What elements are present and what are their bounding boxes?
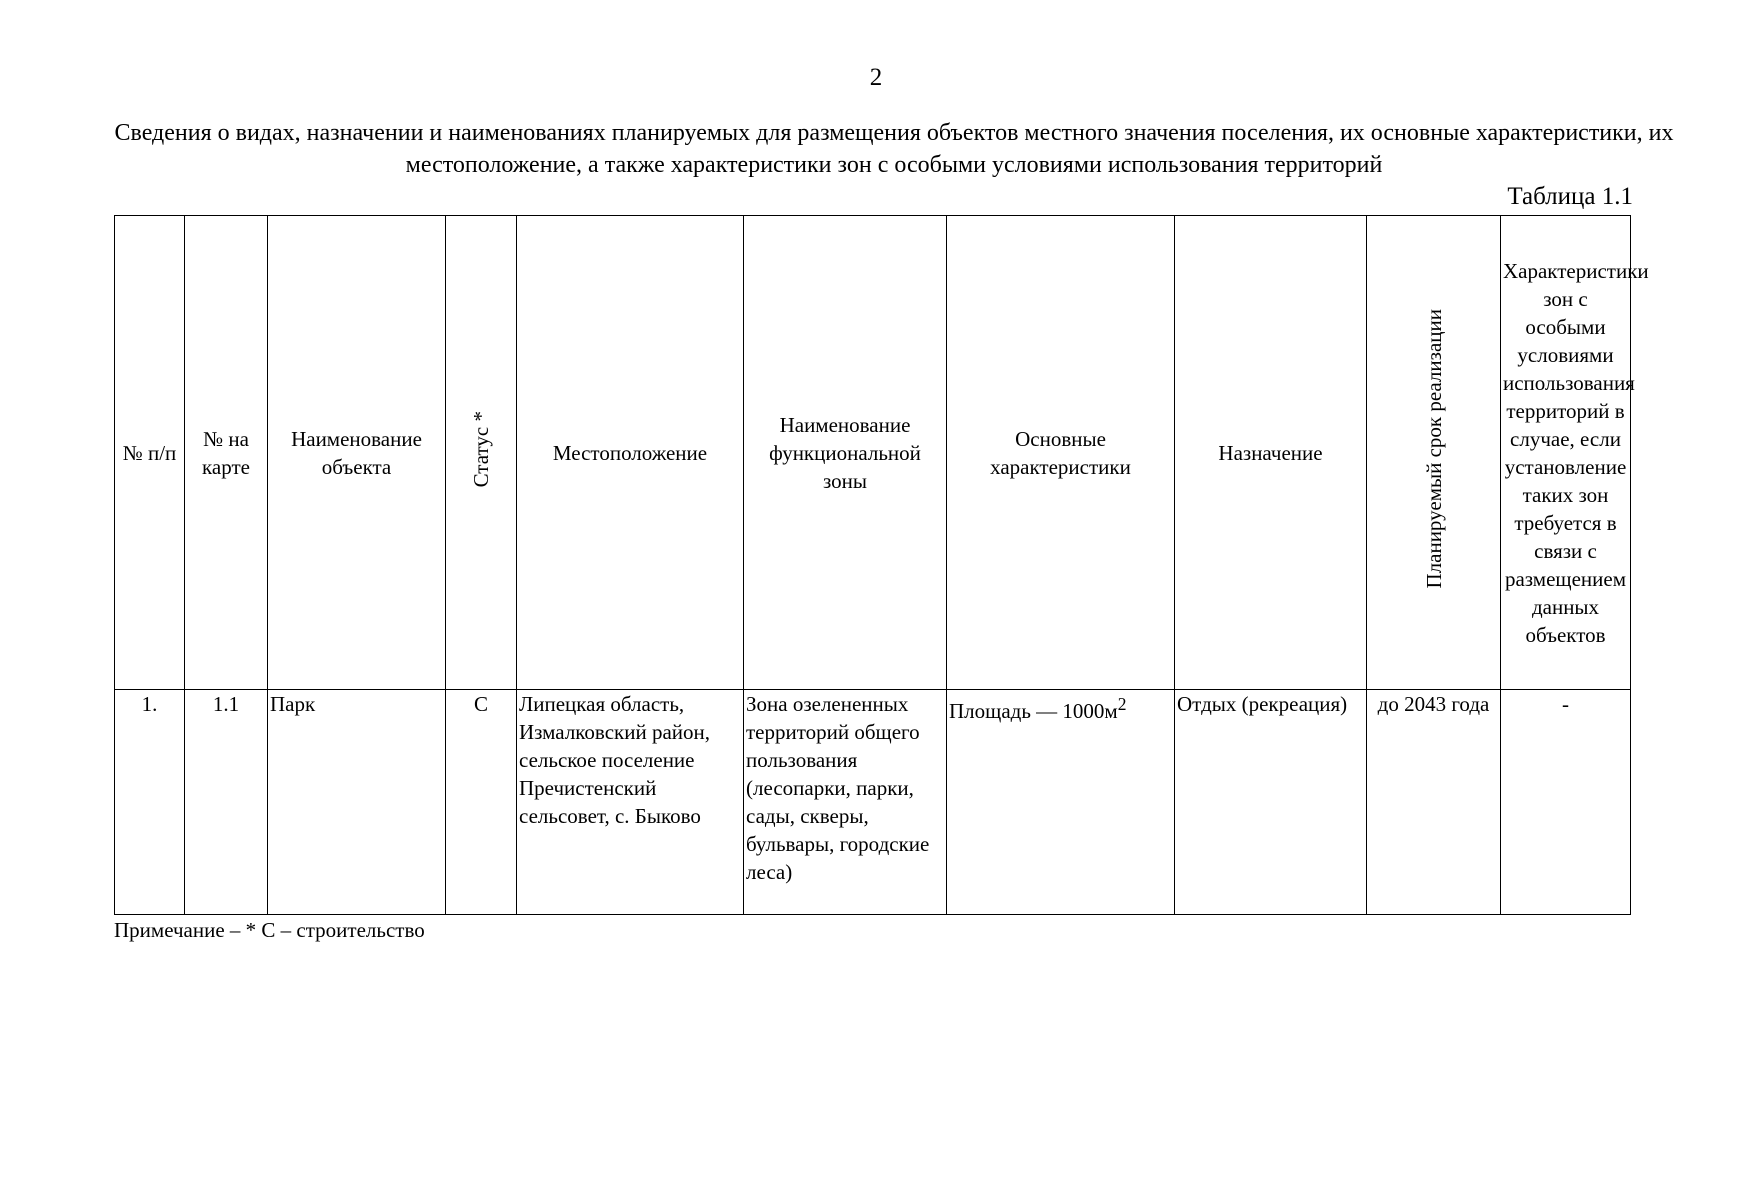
cell-purpose: Отдых (рекреация) xyxy=(1175,690,1367,915)
cell-zone-name: Зона озелененных территорий общего пользования (лесопарки, парки, сады, скверы, бульвары, городские леса) xyxy=(744,690,947,915)
page-number: 2 xyxy=(869,64,883,91)
header-row-number: № п/п xyxy=(115,216,185,690)
cell-zone-characteristics: - xyxy=(1501,690,1631,915)
header-zone-name: Наименование функциональной зоны xyxy=(744,216,947,690)
table-caption: Таблица 1.1 xyxy=(1507,183,1633,210)
header-term-label: Планируемый срок реализации xyxy=(1421,309,1446,589)
cell-object-name: Парк xyxy=(268,690,446,915)
header-status-label: Статус * xyxy=(469,410,493,488)
characteristics-label: Площадь — xyxy=(949,699,1063,723)
characteristics-value: 1000м xyxy=(1062,699,1118,723)
cell-row-number: 1. xyxy=(115,690,185,915)
table-header-row xyxy=(115,216,1631,690)
header-characteristics: Основные характеристики xyxy=(947,216,1175,690)
objects-table xyxy=(114,215,1649,915)
cell-characteristics xyxy=(947,690,1175,915)
header-location: Местоположение xyxy=(517,216,744,690)
document-title: Сведения о видах, назначении и наименованиях планируемых для размещения объектов местного значения поселения, их основные характеристики, их местоположение, а также характеристики зон с особыми условиями использования территорий xyxy=(114,120,1674,178)
header-object-name: Наименование объекта xyxy=(268,216,446,690)
table-footnote: Примечание – * С – строительство xyxy=(114,918,425,942)
characteristics-unit-power: 2 xyxy=(1117,694,1127,714)
table-row xyxy=(115,690,1631,915)
header-status xyxy=(446,216,517,690)
cell-status: С xyxy=(446,690,517,915)
header-zone-characteristics: Характеристики зон с особыми условиями использования территорий в случае, если установление таких зон требуется в связи с размещением данных объектов xyxy=(1501,216,1631,690)
cell-map-number: 1.1 xyxy=(185,690,268,915)
cell-term: до 2043 года xyxy=(1367,690,1501,915)
header-purpose: Назначение xyxy=(1175,216,1367,690)
header-map-number: № на карте xyxy=(185,216,268,690)
cell-location: Липецкая область, Измалковский район, сельское поселение Пречистенский сельсовет, с. Быково xyxy=(517,690,744,915)
header-term xyxy=(1367,216,1501,690)
